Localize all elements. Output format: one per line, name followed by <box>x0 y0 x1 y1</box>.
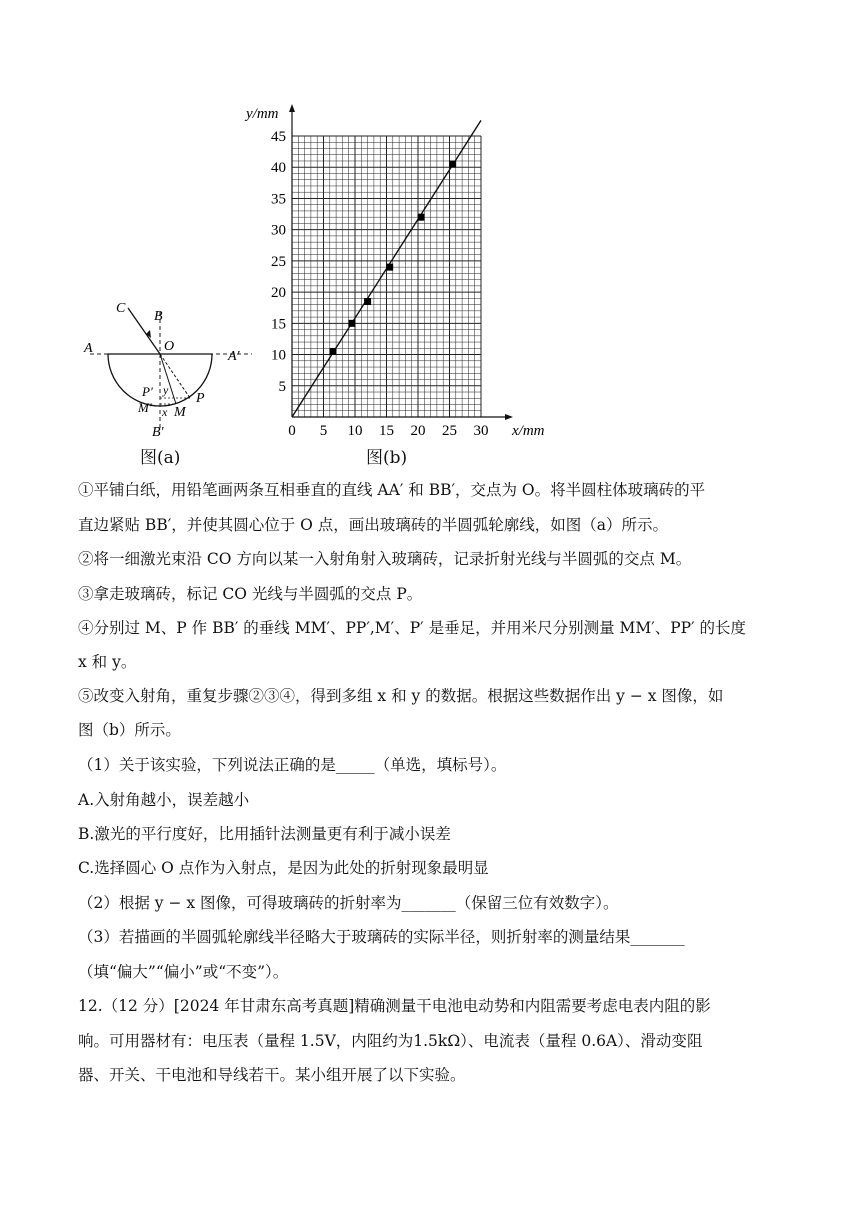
x-tick-label: 15 <box>379 423 394 439</box>
y-tick-label: 30 <box>271 222 286 239</box>
figure-a-diagram <box>80 290 260 450</box>
figure-b-caption: 图(b) <box>366 448 408 468</box>
question-3-line-2: （填“偏大”“偏小”或“不变”）。 <box>78 963 289 981</box>
x-axis-label: x/mm <box>512 423 545 439</box>
y-tick-label: 35 <box>271 191 286 208</box>
data-point <box>348 320 355 327</box>
figure-a-caption: 图(a) <box>140 448 181 468</box>
x-tick-label: 0 <box>288 423 296 439</box>
label-M: M <box>174 405 186 420</box>
label-x: x <box>162 405 168 419</box>
step-2: ②将一细激光束沿 CO 方向以某一入射角射入玻璃砖，记录折射光线与半圆弧的交点 M。 <box>78 550 692 568</box>
question-1: （1）关于该实验，下列说法正确的是_____（单选，填标号）。 <box>78 756 507 774</box>
question-2: （2）根据 y − x 图像，可得玻璃砖的折射率为_______（保留三位有效数字）。 <box>78 894 619 912</box>
x-tick-label: 20 <box>410 423 426 439</box>
x-tick-label: 30 <box>473 423 489 439</box>
data-point <box>386 264 393 271</box>
y-tick-label: 10 <box>271 347 286 364</box>
label-P-prime: P′ <box>142 384 153 399</box>
label-y: y <box>163 383 169 397</box>
label-A: A <box>84 341 93 356</box>
label-O: O <box>164 339 175 354</box>
option-c: C.选择圆心 O 点作为入射点，是因为此处的折射现象最明显 <box>78 859 489 877</box>
label-A-prime: A′ <box>228 349 240 364</box>
y-tick-label: 5 <box>278 378 286 395</box>
step-1-line-1: ①平铺白纸，用铅笔画两条互相垂直的直线 AA′ 和 BB′，交点为 O。将半圆柱体玻璃砖的平 <box>78 481 706 499</box>
step-3: ③拿走玻璃砖，标记 CO 光线与半圆弧的交点 P。 <box>78 585 423 603</box>
problem-12-line-3: 器、开关、干电池和导线若干。某小组开展了以下实验。 <box>78 1066 466 1084</box>
y-tick-label: 15 <box>271 316 286 333</box>
figure-b-chart <box>240 100 550 445</box>
x-tick-label: 5 <box>319 423 328 439</box>
label-C: C <box>116 301 126 316</box>
data-point <box>364 298 371 305</box>
y-tick-label: 45 <box>271 129 286 145</box>
label-B: B <box>154 309 163 324</box>
option-a: A.入射角越小，误差越小 <box>78 791 250 809</box>
x-tick-label: 10 <box>347 423 363 439</box>
x-tick-label: 25 <box>442 423 457 439</box>
data-point <box>418 214 425 221</box>
y-tick-label: 25 <box>271 253 286 270</box>
step-5-line-1: ⑤改变入射角，重复步骤②③④，得到多组 x 和 y 的数据。根据这些数据作出 y − x 图像，如 <box>78 687 724 705</box>
data-point <box>449 161 456 168</box>
label-B-prime: B′ <box>152 425 164 440</box>
label-M-prime: M′ <box>138 400 152 415</box>
option-b: B.激光的平行度好，比用插针法测量更有利于减小误差 <box>78 825 451 843</box>
label-P: P <box>196 391 205 406</box>
y-axis-label: y/mm <box>246 106 279 122</box>
problem-12-line-2: 响。可用器材有：电压表（量程 1.5V，内阻约为1.5kΩ）、电流表（量程 0.6A）、滑动变阻 <box>78 1032 703 1050</box>
step-1-line-2: 直边紧贴 BB′，并使其圆心位于 O 点，画出玻璃砖的半圆弧轮廓线，如图（a）所示。 <box>78 516 669 534</box>
question-3-line-1: （3）若描画的半圆弧轮廓线半径略大于玻璃砖的实际半径，则折射率的测量结果_______ <box>78 928 685 946</box>
y-tick-label: 20 <box>271 285 286 302</box>
step-5-line-2: 图（b）所示。 <box>78 721 181 739</box>
step-4-line-2: x 和 y。 <box>78 653 137 671</box>
data-point <box>329 348 336 355</box>
problem-12-line-1: 12.（12 分）[2024 年甘肃东高考真题]精确测量干电池电动势和内阻需要考虑电表内阻的影 <box>78 997 711 1015</box>
step-4-line-1: ④分别过 M、P 作 BB′ 的垂线 MM′、PP′,M′、P′ 是垂足，并用米尺分别测量 MM′、PP′ 的长度 <box>78 619 747 637</box>
y-tick-label: 40 <box>271 160 286 177</box>
